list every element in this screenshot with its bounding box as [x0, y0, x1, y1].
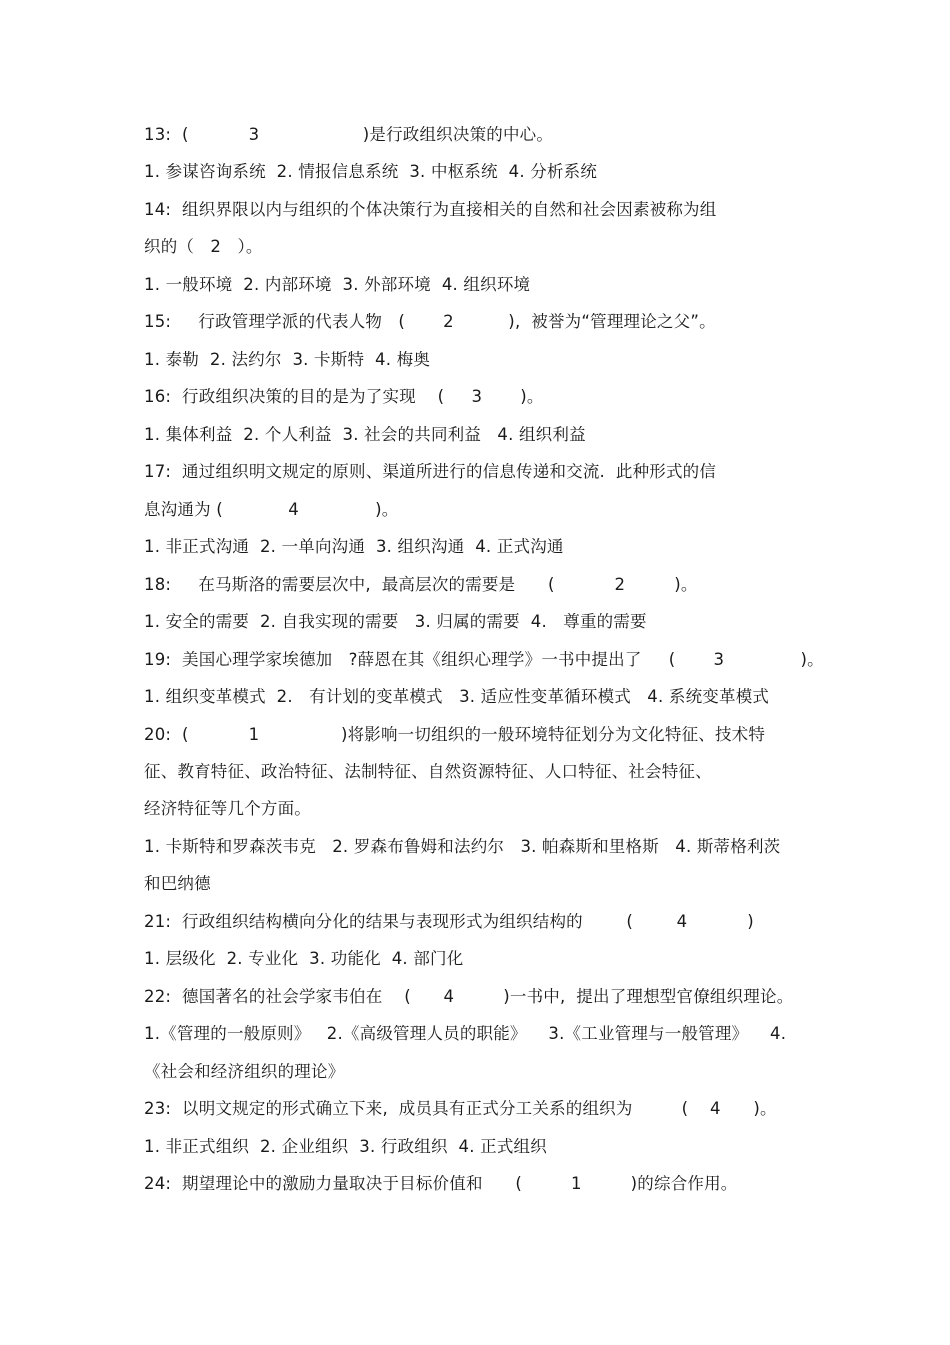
question-16-text: 16: 行政组织决策的目的是为了实现 ( 3 )。	[144, 387, 544, 406]
question-22-options-line-1: 1.《管理的一般原则》 2.《高级管理人员的职能》 3.《工业管理与一般管理》 4.	[144, 1024, 787, 1043]
question-17-text-line-1: 17: 通过组织明文规定的原则、渠道所进行的信息传递和交流. 此种形式的信	[144, 462, 717, 481]
question-18-options: 1. 安全的需要 2. 自我实现的需要 3. 归属的需要 4. 尊重的需要	[144, 612, 647, 631]
question-20-options-line-1: 1. 卡斯特和罗森茨韦克 2. 罗森布鲁姆和法约尔 3. 帕森斯和里格斯 4. 斯蒂格利茨	[144, 837, 781, 856]
question-13-options: 1. 参谋咨询系统 2. 情报信息系统 3. 中枢系统 4. 分析系统	[144, 162, 598, 181]
question-15-text: 15: 行政管理学派的代表人物 ( 2 ), 被誉为“管理理论之父”。	[144, 312, 716, 331]
question-18-text: 18: 在马斯洛的需要层次中, 最高层次的需要是 ( 2 )。	[144, 575, 698, 594]
question-20-text-line-3: 经济特征等几个方面。	[144, 799, 311, 818]
question-23-text: 23: 以明文规定的形式确立下来, 成员具有正式分工关系的组织为 ( 4 )。	[144, 1099, 777, 1118]
question-24-text: 24: 期望理论中的激励力量取决于目标价值和 ( 1 )的综合作用。	[144, 1174, 738, 1193]
question-14-text-line-2: 织的（ 2 ）。	[144, 237, 263, 256]
question-20-text-line-1: 20: ( 1 )将影响一切组织的一般环境特征划分为文化特征、技术特	[144, 725, 766, 744]
question-15-options: 1. 泰勒 2. 法约尔 3. 卡斯特 4. 梅奥	[144, 350, 431, 369]
question-14-options: 1. 一般环境 2. 内部环境 3. 外部环境 4. 组织环境	[144, 275, 531, 294]
question-22-options-line-2: 《社会和经济组织的理论》	[144, 1062, 345, 1081]
question-19-options: 1. 组织变革模式 2. 有计划的变革模式 3. 适应性变革循环模式 4. 系统变革模式	[144, 687, 770, 706]
question-14-text-line-1: 14: 组织界限以内与组织的个体决策行为直接相关的自然和社会因素被称为组	[144, 200, 717, 219]
question-17-text-line-2: 息沟通为 ( 4 )。	[144, 500, 399, 519]
question-16-options: 1. 集体利益 2. 个人利益 3. 社会的共同利益 4. 组织利益	[144, 425, 586, 444]
question-21-text: 21: 行政组织结构横向分化的结果与表现形式为组织结构的 ( 4 )	[144, 912, 754, 931]
question-13-text: 13: ( 3 )是行政组织决策的中心。	[144, 125, 554, 144]
question-23-options: 1. 非正式组织 2. 企业组织 3. 行政组织 4. 正式组织	[144, 1137, 547, 1156]
question-20-options-line-2: 和巴纳德	[144, 874, 211, 893]
question-17-options: 1. 非正式沟通 2. 一单向沟通 3. 组织沟通 4. 正式沟通	[144, 537, 564, 556]
question-20-text-line-2: 征、教育特征、政治特征、法制特征、自然资源特征、人口特征、社会特征、	[144, 762, 712, 781]
question-19-text: 19: 美国心理学家埃德加 ?薛恩在其《组织心理学》一书中提出了 ( 3 )。	[144, 650, 824, 669]
question-21-options: 1. 层级化 2. 专业化 3. 功能化 4. 部门化	[144, 949, 464, 968]
question-22-text: 22: 德国著名的社会学家韦伯在 ( 4 )一书中, 提出了理想型官僚组织理论。	[144, 987, 794, 1006]
